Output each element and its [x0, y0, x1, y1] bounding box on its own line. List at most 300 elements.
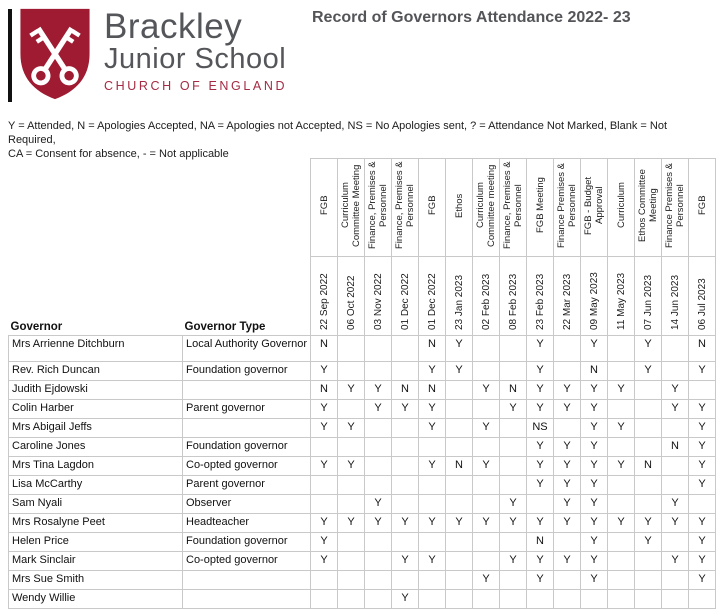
- school-logo: [8, 6, 287, 102]
- attendance-cell: Y: [338, 381, 365, 400]
- legend-line-1: Y = Attended, N = Apologies Accepted, NA = Apologies not Accepted, NS = No Apologies sent, ? = Attendance Not Marked, Blank = Not Required,: [8, 120, 668, 146]
- attendance-cell: N: [392, 381, 419, 400]
- governor-type-cell: Co-opted governor: [183, 552, 311, 571]
- attendance-cell: [608, 533, 635, 552]
- committee-name-vertical-label: Curriculum Committee Meeting: [340, 163, 362, 247]
- governor-type-cell: Parent governor: [183, 476, 311, 495]
- attendance-cell: Y: [689, 476, 716, 495]
- attendance-cell: [635, 571, 662, 590]
- attendance-cell: Y: [581, 533, 608, 552]
- attendance-cell: Y: [419, 400, 446, 419]
- committee-name-header: [689, 159, 716, 257]
- governor-name-cell: Wendy Willie: [9, 590, 183, 609]
- attendance-cell: Y: [527, 336, 554, 362]
- meeting-date-header: [419, 257, 446, 336]
- attendance-cell: [635, 552, 662, 571]
- meeting-date-vertical-label: 07 Jun 2023: [642, 274, 654, 330]
- attendance-cell: [392, 476, 419, 495]
- attendance-cell: [608, 336, 635, 362]
- attendance-cell: Y: [527, 381, 554, 400]
- attendance-cell: [446, 419, 473, 438]
- attendance-table: [8, 158, 716, 609]
- governor-name-cell: Rev. Rich Duncan: [9, 362, 183, 381]
- attendance-cell: [662, 571, 689, 590]
- attendance-cell: [392, 457, 419, 476]
- attendance-cell: [608, 438, 635, 457]
- attendance-cell: Y: [581, 476, 608, 495]
- committee-name-vertical-label: Ethos: [453, 192, 465, 218]
- attendance-cell: [365, 533, 392, 552]
- attendance-cell: [392, 438, 419, 457]
- governor-type-column-header: Governor Type: [183, 159, 311, 336]
- attendance-cell: [500, 362, 527, 381]
- attendance-cell: [338, 400, 365, 419]
- attendance-cell: Y: [581, 381, 608, 400]
- table-row: [9, 336, 716, 362]
- governor-type-cell: [183, 419, 311, 438]
- attendance-cell: Y: [581, 457, 608, 476]
- committee-name-header: [527, 159, 554, 257]
- attendance-cell: Y: [527, 552, 554, 571]
- meeting-date-vertical-label: 02 Feb 2023: [480, 273, 492, 330]
- attendance-cell: Y: [554, 514, 581, 533]
- attendance-cell: [338, 533, 365, 552]
- attendance-cell: [635, 419, 662, 438]
- attendance-cell: [500, 533, 527, 552]
- attendance-cell: Y: [527, 476, 554, 495]
- legend-line-2: CA = Consent for absence, - = Not applicable: [8, 148, 229, 160]
- attendance-cell: Y: [608, 514, 635, 533]
- governor-name-cell: Mrs Abigail Jeffs: [9, 419, 183, 438]
- attendance-cell: [419, 495, 446, 514]
- attendance-cell: Y: [338, 457, 365, 476]
- governor-name-cell: Sam Nyali: [9, 495, 183, 514]
- attendance-cell: Y: [365, 400, 392, 419]
- attendance-cell: [662, 419, 689, 438]
- attendance-cell: [446, 552, 473, 571]
- attendance-cell: [419, 590, 446, 609]
- attendance-cell: [365, 552, 392, 571]
- meeting-date-header: [473, 257, 500, 336]
- attendance-cell: N: [446, 457, 473, 476]
- table-row: [9, 419, 716, 438]
- attendance-cell: [365, 362, 392, 381]
- meeting-date-vertical-label: 14 Jun 2023: [669, 274, 681, 330]
- attendance-cell: Y: [311, 362, 338, 381]
- attendance-cell: [608, 552, 635, 571]
- committee-name-vertical-label: Finance Premises & Personnel: [664, 162, 686, 248]
- committee-header-row: [9, 159, 716, 257]
- meeting-date-vertical-label: 06 Oct 2022: [345, 275, 357, 330]
- table-row: [9, 400, 716, 419]
- attendance-cell: Y: [608, 381, 635, 400]
- attendance-cell: Y: [662, 495, 689, 514]
- attendance-cell: Y: [473, 457, 500, 476]
- attendance-cell: [446, 400, 473, 419]
- attendance-cell: Y: [446, 336, 473, 362]
- attendance-cell: [500, 590, 527, 609]
- attendance-cell: Y: [473, 419, 500, 438]
- meeting-date-vertical-label: 09 May 2023: [588, 271, 600, 330]
- attendance-cell: N: [635, 457, 662, 476]
- governor-type-cell: [183, 381, 311, 400]
- attendance-cell: Y: [311, 533, 338, 552]
- attendance-cell: Y: [608, 419, 635, 438]
- attendance-cell: [554, 533, 581, 552]
- attendance-cell: Y: [554, 381, 581, 400]
- meeting-date-header: [500, 257, 527, 336]
- attendance-cell: [446, 533, 473, 552]
- attendance-cell: [338, 438, 365, 457]
- attendance-cell: [365, 336, 392, 362]
- attendance-cell: Y: [338, 419, 365, 438]
- attendance-cell: [446, 381, 473, 400]
- attendance-cell: [392, 495, 419, 514]
- attendance-cell: [662, 533, 689, 552]
- attendance-cell: [311, 476, 338, 495]
- meeting-date-header: [662, 257, 689, 336]
- attendance-cell: [473, 552, 500, 571]
- attendance-cell: [581, 590, 608, 609]
- attendance-cell: [635, 590, 662, 609]
- attendance-cell: Y: [581, 400, 608, 419]
- committee-name-vertical-label: FGB: [696, 195, 708, 215]
- attendance-cell: Y: [446, 514, 473, 533]
- meeting-date-vertical-label: 03 Nov 2022: [372, 272, 384, 330]
- meeting-date-header: [527, 257, 554, 336]
- attendance-cell: Y: [419, 362, 446, 381]
- attendance-cell: Y: [662, 381, 689, 400]
- attendance-cell: [446, 590, 473, 609]
- governor-name-cell: Mrs Sue Smith: [9, 571, 183, 590]
- committee-name-header: [446, 159, 473, 257]
- governor-name-cell: Lisa McCarthy: [9, 476, 183, 495]
- attendance-cell: Y: [689, 419, 716, 438]
- attendance-cell: Y: [419, 457, 446, 476]
- governor-type-cell: [183, 590, 311, 609]
- attendance-cell: [527, 495, 554, 514]
- table-row: [9, 590, 716, 609]
- attendance-cell: [392, 336, 419, 362]
- attendance-cell: Y: [338, 514, 365, 533]
- attendance-cell: Y: [527, 362, 554, 381]
- attendance-cell: Y: [392, 400, 419, 419]
- attendance-cell: [608, 362, 635, 381]
- attendance-cell: Y: [446, 362, 473, 381]
- attendance-cell: N: [527, 533, 554, 552]
- attendance-cell: Y: [311, 457, 338, 476]
- table-row: [9, 381, 716, 400]
- attendance-cell: [392, 419, 419, 438]
- attendance-cell: Y: [635, 514, 662, 533]
- meeting-date-vertical-label: 11 May 2023: [615, 272, 627, 330]
- attendance-cell: [446, 476, 473, 495]
- table-row: [9, 476, 716, 495]
- governor-name-cell: Helen Price: [9, 533, 183, 552]
- table-row: [9, 514, 716, 533]
- attendance-cell: Y: [473, 571, 500, 590]
- table-row: [9, 533, 716, 552]
- attendance-cell: [554, 590, 581, 609]
- attendance-cell: Y: [473, 381, 500, 400]
- meeting-date-header: [311, 257, 338, 336]
- page-title: Record of Governors Attendance 2022- 23: [312, 9, 631, 26]
- committee-name-header: [338, 159, 365, 257]
- attendance-cell: N: [662, 438, 689, 457]
- governor-name-cell: Judith Ejdowski: [9, 381, 183, 400]
- table-row: [9, 362, 716, 381]
- attendance-cell: Y: [419, 552, 446, 571]
- committee-name-header: [581, 159, 608, 257]
- governor-type-cell: [183, 571, 311, 590]
- attendance-cell: [662, 457, 689, 476]
- attendance-cell: Y: [554, 552, 581, 571]
- attendance-cell: [392, 362, 419, 381]
- attendance-cell: Y: [311, 400, 338, 419]
- attendance-cell: [419, 476, 446, 495]
- governor-type-cell: Headteacher: [183, 514, 311, 533]
- governor-type-cell: Parent governor: [183, 400, 311, 419]
- attendance-cell: [338, 552, 365, 571]
- attendance-cell: [635, 438, 662, 457]
- attendance-cell: [500, 336, 527, 362]
- meeting-date-header: [365, 257, 392, 336]
- committee-name-vertical-label: FGB: [318, 195, 330, 215]
- attendance-cell: Y: [662, 552, 689, 571]
- committee-name-header: [608, 159, 635, 257]
- attendance-cell: [473, 476, 500, 495]
- attendance-cell: Y: [392, 590, 419, 609]
- attendance-cell: [608, 476, 635, 495]
- committee-name-vertical-label: Curriculum Committee meeting: [475, 163, 497, 247]
- attendance-cell: N: [419, 381, 446, 400]
- attendance-cell: [608, 571, 635, 590]
- committee-name-vertical-label: FGB: [426, 195, 438, 215]
- attendance-cell: [689, 590, 716, 609]
- attendance-cell: [311, 571, 338, 590]
- attendance-cell: Y: [392, 552, 419, 571]
- attendance-cell: [608, 400, 635, 419]
- governor-name-cell: Mrs Tina Lagdon: [9, 457, 183, 476]
- attendance-cell: Y: [635, 336, 662, 362]
- attendance-cell: Y: [365, 381, 392, 400]
- attendance-cell: Y: [311, 552, 338, 571]
- committee-name-vertical-label: Finance, Premises & Personnel: [502, 161, 524, 249]
- attendance-cell: [662, 590, 689, 609]
- attendance-cell: Y: [419, 419, 446, 438]
- meeting-date-header: [554, 257, 581, 336]
- meeting-date-header: [689, 257, 716, 336]
- table-row: [9, 457, 716, 476]
- attendance-cell: Y: [581, 419, 608, 438]
- attendance-key-legend: [8, 119, 714, 161]
- attendance-cell: [689, 495, 716, 514]
- attendance-cell: [365, 590, 392, 609]
- attendance-cell: [365, 571, 392, 590]
- meeting-date-vertical-label: 01 Dec 2022: [426, 272, 438, 330]
- governor-type-cell: Observer: [183, 495, 311, 514]
- meeting-date-vertical-label: 22 Sep 2022: [318, 272, 330, 330]
- attendance-cell: Y: [689, 514, 716, 533]
- attendance-cell: [311, 495, 338, 514]
- attendance-cell: [473, 495, 500, 514]
- attendance-cell: Y: [365, 495, 392, 514]
- attendance-cell: [527, 590, 554, 609]
- governor-type-cell: Foundation governor: [183, 438, 311, 457]
- meeting-date-header: [581, 257, 608, 336]
- committee-name-header: [419, 159, 446, 257]
- attendance-cell: [662, 476, 689, 495]
- meeting-date-vertical-label: 01 Dec 2022: [399, 272, 411, 330]
- meeting-date-header: [392, 257, 419, 336]
- attendance-cell: [662, 336, 689, 362]
- committee-name-header: [500, 159, 527, 257]
- attendance-cell: [338, 495, 365, 514]
- attendance-cell: [473, 533, 500, 552]
- meeting-date-vertical-label: 22 Mar 2023: [561, 273, 573, 330]
- attendance-cell: [446, 438, 473, 457]
- attendance-cell: Y: [311, 514, 338, 533]
- attendance-cell: [473, 400, 500, 419]
- attendance-cell: [608, 495, 635, 514]
- attendance-cell: Y: [581, 336, 608, 362]
- attendance-cell: [500, 419, 527, 438]
- committee-name-header: [311, 159, 338, 257]
- attendance-cell: Y: [581, 571, 608, 590]
- attendance-cell: Y: [527, 571, 554, 590]
- committee-name-vertical-label: Ethos Committee Meeting: [637, 168, 659, 242]
- attendance-cell: Y: [311, 419, 338, 438]
- attendance-cell: Y: [554, 438, 581, 457]
- attendance-cell: [365, 438, 392, 457]
- attendance-cell: [554, 419, 581, 438]
- committee-name-vertical-label: Finance, Premises & Personnel: [367, 161, 389, 249]
- governor-type-cell: Foundation governor: [183, 533, 311, 552]
- attendance-cell: NS: [527, 419, 554, 438]
- attendance-cell: Y: [689, 400, 716, 419]
- attendance-cell: Y: [500, 552, 527, 571]
- attendance-cell: Y: [635, 533, 662, 552]
- attendance-cell: [635, 381, 662, 400]
- attendance-cell: Y: [662, 514, 689, 533]
- attendance-cell: Y: [527, 438, 554, 457]
- attendance-cell: Y: [581, 552, 608, 571]
- attendance-cell: [338, 362, 365, 381]
- attendance-cell: Y: [365, 514, 392, 533]
- attendance-cell: Y: [473, 514, 500, 533]
- attendance-cell: Y: [689, 571, 716, 590]
- attendance-cell: Y: [689, 533, 716, 552]
- committee-name-header: [473, 159, 500, 257]
- attendance-cell: Y: [527, 400, 554, 419]
- attendance-cell: [473, 336, 500, 362]
- meeting-date-vertical-label: 23 Feb 2023: [534, 273, 546, 330]
- committee-name-vertical-label: Finance Premises & Personnel: [556, 162, 578, 248]
- attendance-cell: Y: [581, 514, 608, 533]
- logo-left-bar: [8, 9, 12, 102]
- attendance-cell: [500, 476, 527, 495]
- attendance-cell: N: [419, 336, 446, 362]
- committee-name-vertical-label: Curriculum: [615, 182, 627, 228]
- attendance-cell: [554, 336, 581, 362]
- meeting-date-vertical-label: 08 Feb 2023: [507, 273, 519, 330]
- attendance-cell: [635, 476, 662, 495]
- attendance-cell: N: [311, 381, 338, 400]
- attendance-cell: [392, 571, 419, 590]
- table-row: [9, 571, 716, 590]
- governor-type-cell: Foundation governor: [183, 362, 311, 381]
- attendance-cell: [500, 457, 527, 476]
- attendance-cell: Y: [554, 457, 581, 476]
- meeting-date-vertical-label: 23 Jan 2023: [453, 274, 465, 330]
- attendance-cell: [500, 571, 527, 590]
- attendance-cell: [365, 419, 392, 438]
- attendance-cell: Y: [527, 457, 554, 476]
- committee-name-vertical-label: FGB Meeting: [534, 177, 546, 233]
- attendance-cell: [635, 495, 662, 514]
- attendance-cell: Y: [527, 514, 554, 533]
- attendance-cell: Y: [419, 514, 446, 533]
- attendance-cell: [446, 495, 473, 514]
- attendance-cell: [338, 476, 365, 495]
- attendance-cell: [635, 400, 662, 419]
- attendance-cell: N: [689, 336, 716, 362]
- attendance-cell: Y: [635, 362, 662, 381]
- committee-name-header: [365, 159, 392, 257]
- attendance-cell: Y: [554, 495, 581, 514]
- attendance-cell: [689, 381, 716, 400]
- attendance-cell: [365, 457, 392, 476]
- governor-name-cell: Mark Sinclair: [9, 552, 183, 571]
- attendance-cell: [392, 533, 419, 552]
- school-name-line1: Brackley: [104, 7, 243, 46]
- school-name-line2: Junior School: [104, 43, 287, 75]
- attendance-cell: Y: [689, 438, 716, 457]
- governor-rows: [9, 336, 716, 609]
- attendance-cell: Y: [392, 514, 419, 533]
- attendance-cell: [554, 362, 581, 381]
- meeting-date-header: [338, 257, 365, 336]
- governor-type-cell: Local Authority Governor: [183, 336, 311, 362]
- attendance-cell: Y: [689, 457, 716, 476]
- meeting-date-vertical-label: 06 Jul 2023: [696, 277, 708, 330]
- attendance-cell: [338, 336, 365, 362]
- attendance-cell: [338, 590, 365, 609]
- attendance-cell: Y: [554, 400, 581, 419]
- attendance-cell: [500, 438, 527, 457]
- governor-type-cell: Co-opted governor: [183, 457, 311, 476]
- committee-name-header: [635, 159, 662, 257]
- attendance-cell: [419, 571, 446, 590]
- attendance-cell: [419, 438, 446, 457]
- meeting-date-header: [635, 257, 662, 336]
- attendance-cell: Y: [581, 495, 608, 514]
- attendance-cell: [662, 362, 689, 381]
- attendance-cell: [446, 571, 473, 590]
- governor-name-cell: Caroline Jones: [9, 438, 183, 457]
- committee-name-vertical-label: FGB - Budget Approval: [583, 175, 605, 235]
- attendance-cell: Y: [608, 457, 635, 476]
- attendance-cell: [473, 438, 500, 457]
- attendance-cell: [311, 590, 338, 609]
- attendance-cell: [338, 571, 365, 590]
- school-tagline: CHURCH OF ENGLAND: [104, 79, 288, 93]
- attendance-cell: [473, 362, 500, 381]
- meeting-date-header: [608, 257, 635, 336]
- governor-name-cell: Mrs Rosalyne Peet: [9, 514, 183, 533]
- attendance-cell: [311, 438, 338, 457]
- attendance-cell: N: [311, 336, 338, 362]
